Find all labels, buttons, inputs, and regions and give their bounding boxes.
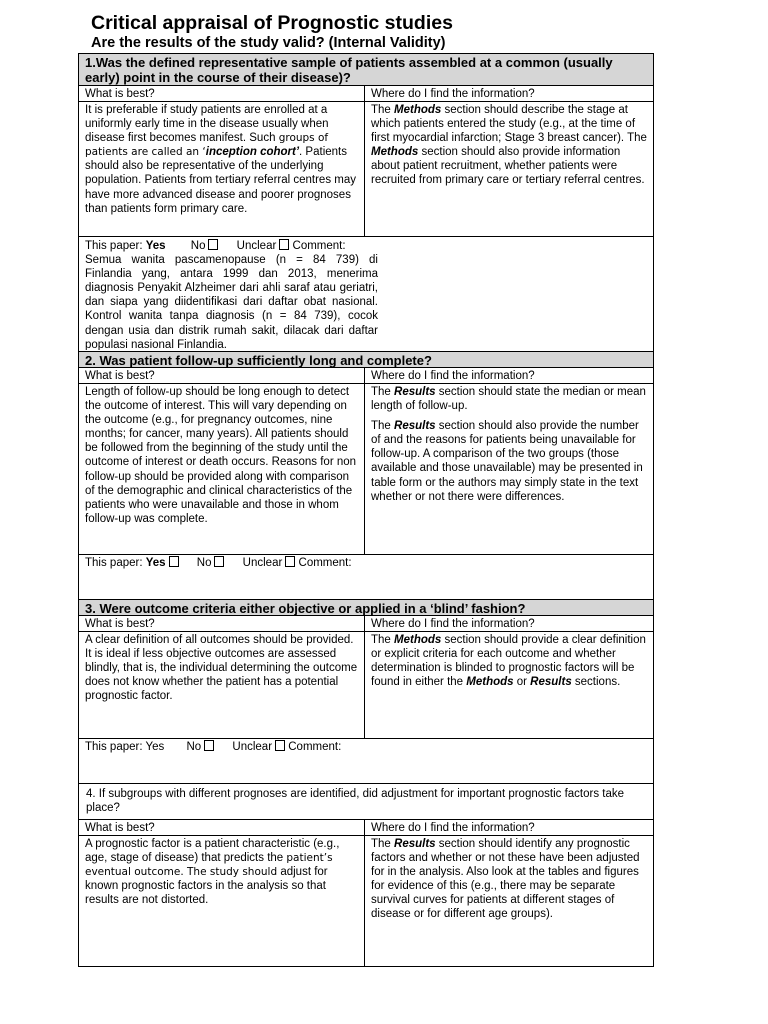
what-is-best-label: What is best? xyxy=(85,618,155,630)
where-info-label: Where do I find the information? xyxy=(364,616,653,632)
where-info-label: Where do I find the information? xyxy=(364,368,653,384)
where-info-label: Where do I find the information? xyxy=(364,86,653,102)
q3-best-practice: A clear definition of all outcomes should be provided. It is ideal if less objective outcomes are assessed blindly, that is, the individual determining the outcome does not know whether the patient has a potential prognostic factor. xyxy=(85,634,358,703)
q3-where-info: The Methods section should provide a clear definition or explicit criteria for each outcome and whether determination is blinded to prognostic factors will be found in either the Methods or Results sections. xyxy=(364,632,653,738)
q2-answer: This paper: Yes No Unclear Comment: xyxy=(85,557,352,569)
no-checkbox[interactable] xyxy=(204,740,214,751)
what-is-best-label: What is best? xyxy=(85,822,155,834)
what-is-best-label: What is best? xyxy=(85,88,155,100)
unclear-checkbox[interactable] xyxy=(279,239,289,250)
q1-comment[interactable]: Semua wanita pascamenopause (n = 84 739) di Finlandia yang, antara 1999 dan 2013, menerima diagnosis Penyakit Alzheimer dari ahli saraf atau geriatri, dan siapa yang diidentifikasi dari daftar obat nasional. Kontrol wanita tanpa diagnosis (n = 84 739), cocok dengan usia dan distrik rumah sakit, dilacak dari daftar populasi nasional Finlandia. xyxy=(85,254,378,350)
q1-where-info: The Methods section should describe the stage at which patients entered the study (e.g., at the time of first myocardial infarction; Stage 3 breast cancer). The Methods section should also provide information about patient recruitment, whether patients were recruited from primary care or tertiary referral centres. xyxy=(364,102,653,236)
page-title: Critical appraisal of Prognostic studies xyxy=(91,12,453,34)
q2-where-info: The Results section should state the median or mean length of follow-up. The Results section should also provide the number of and the reasons for patients being unavailable for follow-up. A comparison of the two groups (those available and those unavailable) may be presented in table form or the authors may simply state in the text whether or not there were differences. xyxy=(364,384,653,554)
where-info-label: Where do I find the information? xyxy=(364,820,653,836)
answer-yes[interactable]: Yes xyxy=(145,240,166,252)
question-1-heading: 1.Was the defined representative sample of patients assembled at a common (usually early) point in the course of their disease)? xyxy=(79,54,653,86)
yes-checkbox[interactable] xyxy=(169,556,179,567)
page-subtitle: Are the results of the study valid? (Internal Validity) xyxy=(91,35,446,51)
question-3-heading: 3. Were outcome criteria either objective or applied in a ‘blind’ fashion? xyxy=(79,599,653,616)
no-checkbox[interactable] xyxy=(208,239,218,250)
unclear-checkbox[interactable] xyxy=(285,556,295,567)
q4-best-practice: A prognostic factor is a patient characteristic (e.g., age, stage of disease) that predicts the patient’s eventual outcome. The study should adjust for known prognostic factors in the analysis so that results are not distorted. xyxy=(85,838,340,907)
q3-answer: This paper: Yes No Unclear Comment: xyxy=(85,741,342,753)
appraisal-table xyxy=(78,53,654,967)
what-is-best-label: What is best? xyxy=(85,370,155,382)
q1-answer: This paper: Yes No Unclear Comment: Semua wanita pascamenopause (n = 84 739) di Finlandia yang, antara 1999 dan 2013, menerima diagnosis Penyakit Alzheimer dari ahli saraf atau geriatri, dan siapa yang diidentifikasi dari daftar obat nasional. Kontrol wanita tanpa diagnosis (n = 84 739), cocok dengan usia dan distrik rumah sakit, dilacak dari daftar populasi nasional Finlandia. xyxy=(85,240,378,350)
unclear-checkbox[interactable] xyxy=(275,740,285,751)
q2-best-practice: Length of follow-up should be long enough to detect the outcome of interest. This will vary depending on the outcome (e.g., for pregnancy outcomes, nine months; for cancer, many years). All patients should be followed from the beginning of the study until the outcome of interest or death occurs. Reasons for non follow-up should be provided along with comparison of the demographic and clinical characteristics of the patients who were unavailable and those in whom follow-up was complete. xyxy=(85,386,357,525)
no-checkbox[interactable] xyxy=(214,556,224,567)
q1-best-practice: It is preferable if study patients are enrolled at a uniformly early time in the disease usually when disease first becomes manifest. Such groups of patients are called an ‘inception cohort’. Patients should also be representative of the underlying population. Patients from tertiary referral centres may have more advanced disease and poorer prognoses than patients form primary care. xyxy=(85,104,357,215)
question-2-heading: 2. Was patient follow-up sufficiently long and complete? xyxy=(79,351,653,368)
question-4-heading: 4. If subgroups with different prognoses are identified, did adjustment for important prognostic factors take place? xyxy=(79,784,653,820)
answer-yes[interactable]: Yes xyxy=(145,741,165,753)
answer-yes[interactable]: Yes xyxy=(145,557,166,569)
q4-where-info: The Results section should identify any prognostic factors and whether or not these have been adjusted for in the analysis. Also look at the tables and figures for evidence of this (e.g., there may be separate survival curves for patients at different stages of disease or for different age groups). xyxy=(364,836,653,966)
